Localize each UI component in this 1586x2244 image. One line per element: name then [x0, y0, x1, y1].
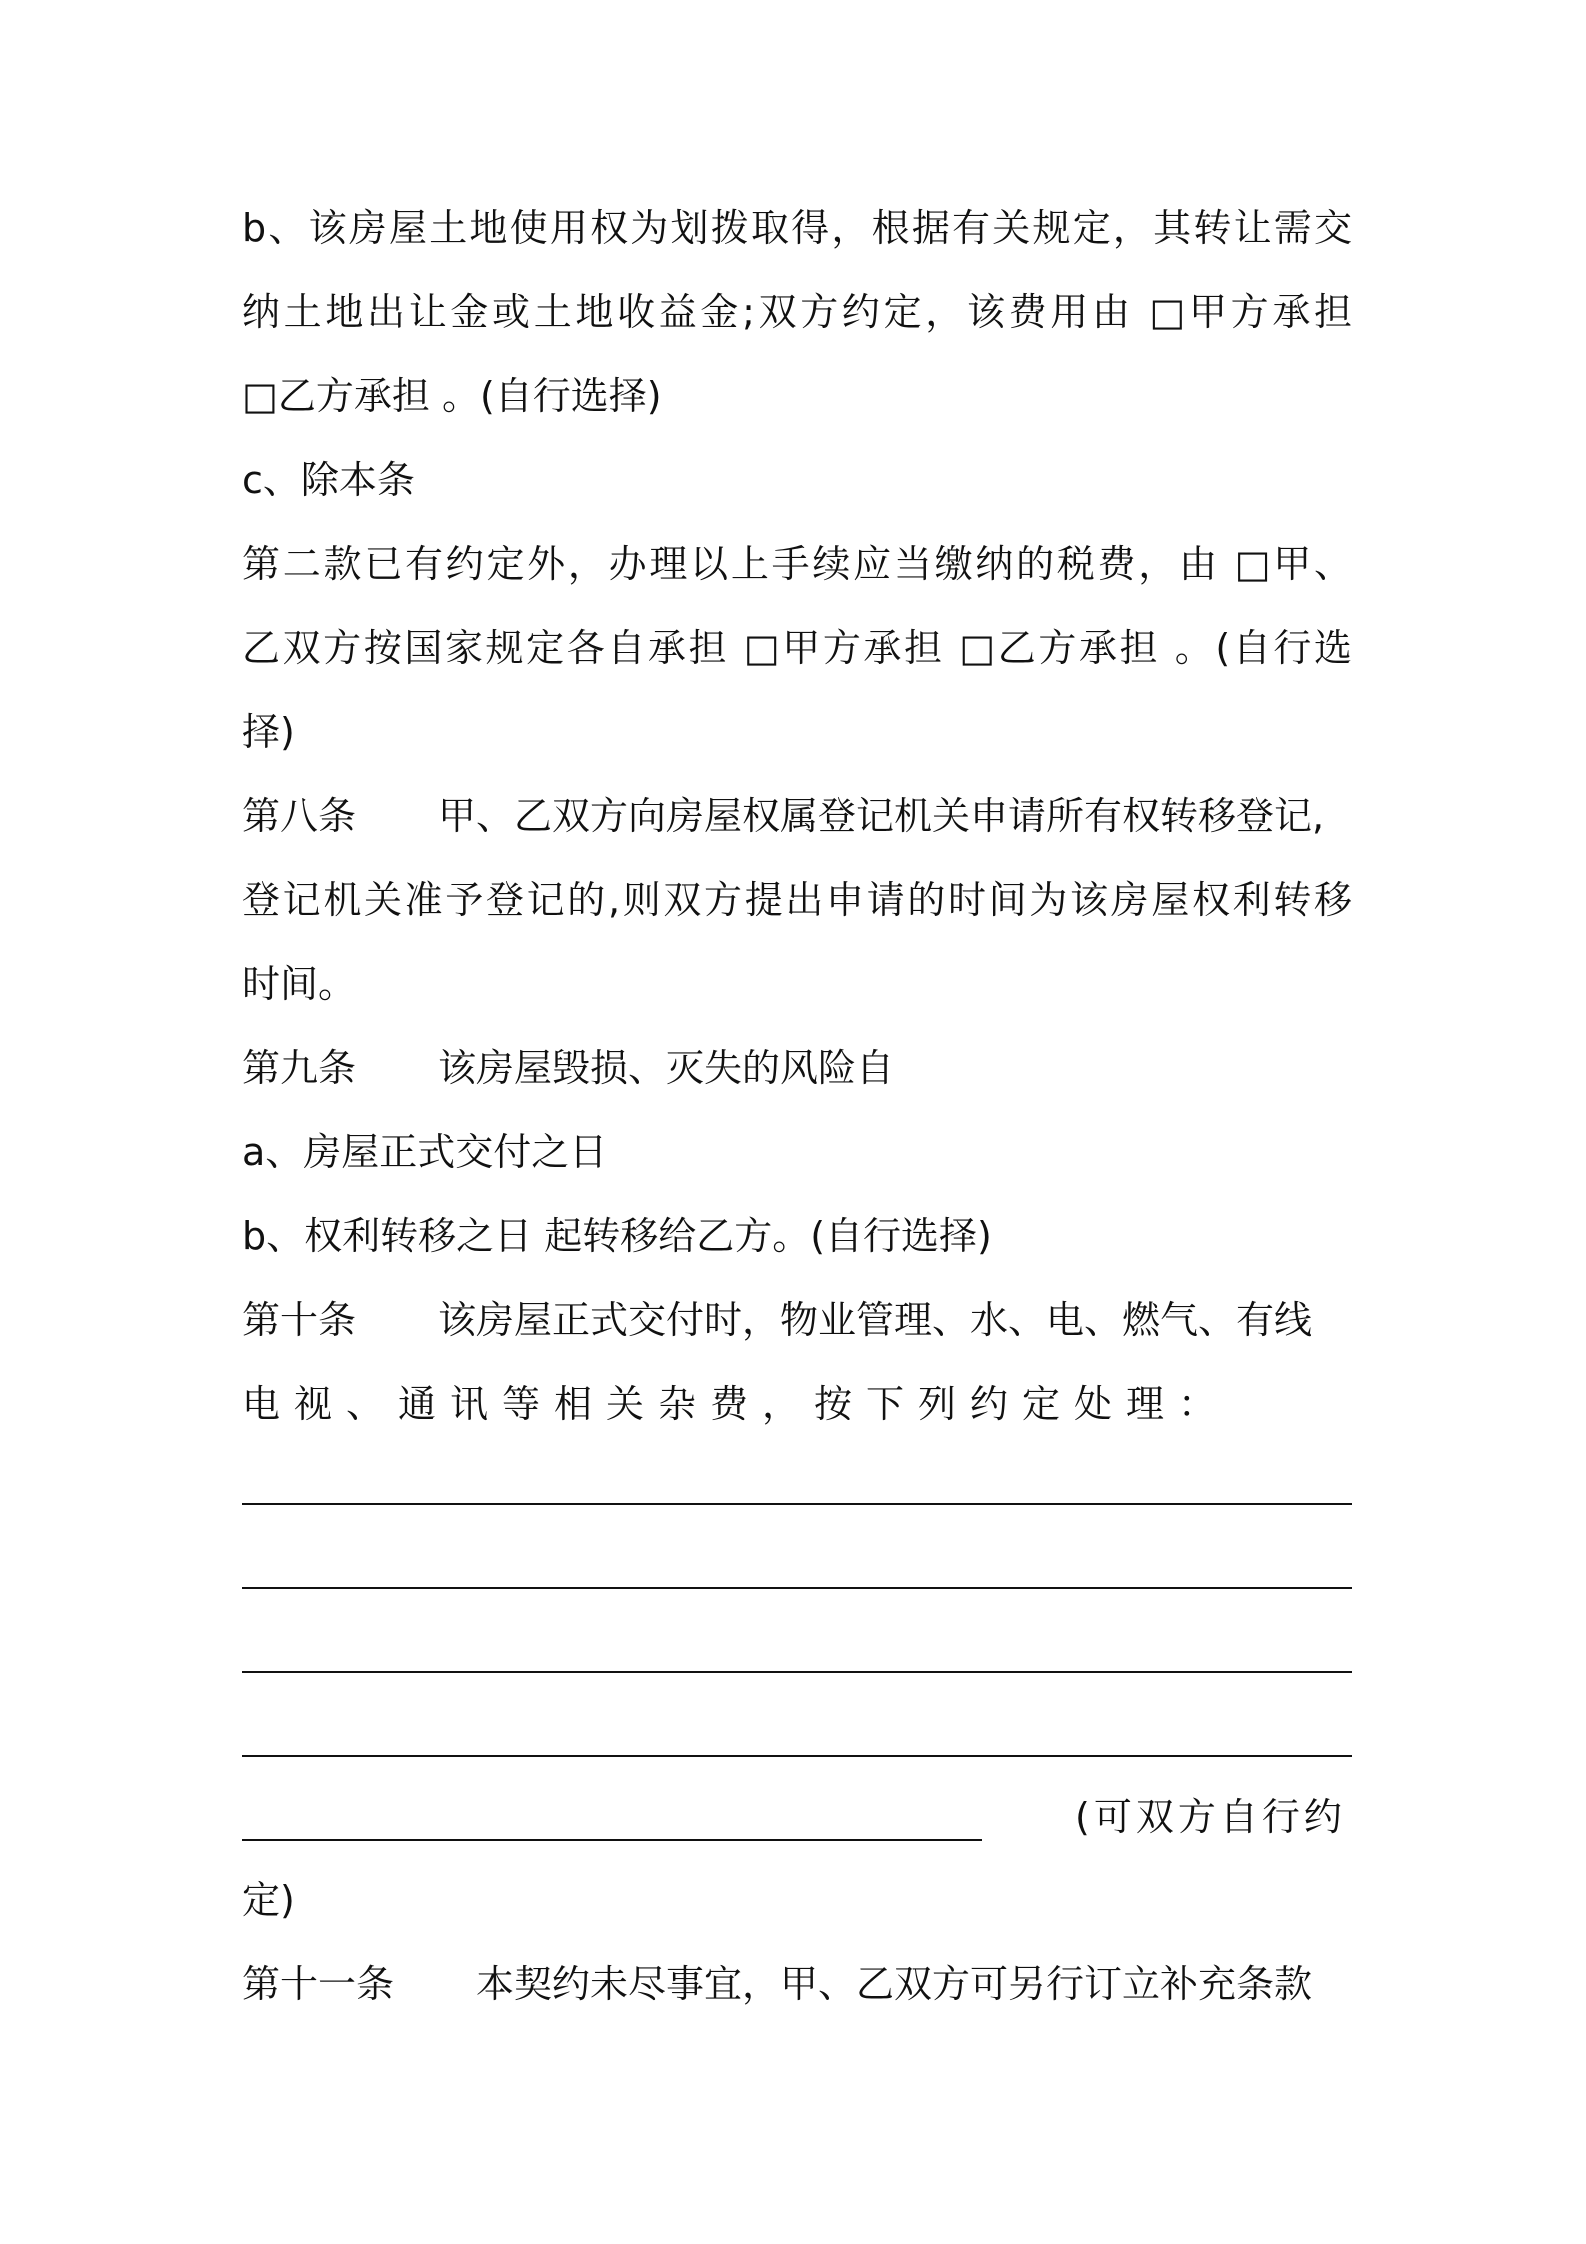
fill-blank-line-5 — [242, 1839, 982, 1841]
article-9-text: 该房屋毁损、灭失的风险自 — [438, 1046, 895, 1090]
article-11-line-1 — [242, 1942, 1352, 2026]
article-8-text: 甲、乙双方向房屋权属登记机关申请所有权转移登记, — [438, 794, 1325, 838]
article-10-optional-note-end: 定) — [242, 1878, 295, 1922]
fill-blank-line-1 — [242, 1503, 1352, 1505]
article-10-line-2: 电视、通讯等相关杂费，按下列约定处理： — [242, 1382, 1231, 1426]
article-8-line-3: 时间。 — [242, 962, 357, 1006]
clause-7c-line-4: 择) — [242, 710, 295, 754]
fill-blank-line-3 — [242, 1671, 1352, 1673]
article-9-title: 第九条 — [242, 1046, 357, 1090]
article-11-title: 第十一条 — [242, 1962, 395, 2006]
article-10-text: 该房屋正式交付时，物业管理、水、电、燃气、有线 — [438, 1298, 1313, 1342]
fill-blank-line-4 — [242, 1755, 1352, 1757]
article-8-line-1 — [242, 774, 1352, 858]
article-10-line-1 — [242, 1278, 1352, 1362]
clause-7c-line-2: 第二款已有约定外，办理以上手续应当缴纳的税费，由 □甲、 — [242, 542, 1352, 586]
clause-7b-line-3: □乙方承担 。(自行选择) — [242, 374, 662, 418]
article-8-title: 第八条 — [242, 794, 357, 838]
article-9-line-1 — [242, 1026, 1352, 1110]
article-9-option-b: b、权利转移之日 起转移给乙方。(自行选择) — [242, 1214, 992, 1258]
article-9-option-a: a、房屋正式交付之日 — [242, 1130, 608, 1174]
clause-7c-line-3: 乙双方按国家规定各自承担 □甲方承担 □乙方承担 。(自行选 — [242, 626, 1352, 670]
article-10-optional-note: (可双方自行约 — [1075, 1795, 1346, 1839]
article-10-title: 第十条 — [242, 1298, 357, 1342]
fill-blank-line-2 — [242, 1587, 1352, 1589]
clause-7c-line-1: c、除本条 — [242, 458, 415, 502]
article-11-text: 本契约未尽事宜，甲、乙双方可另行订立补充条款 — [476, 1962, 1313, 2006]
article-8-line-2: 登记机关准予登记的,则双方提出申请的时间为该房屋权利转移 — [242, 878, 1352, 922]
clause-7b-line-2: 纳土地出让金或土地收益金;双方约定，该费用由 □甲方承担 — [242, 290, 1352, 334]
clause-7b-line-1: b、该房屋土地使用权为划拨取得，根据有关规定，其转让需交 — [242, 206, 1352, 250]
